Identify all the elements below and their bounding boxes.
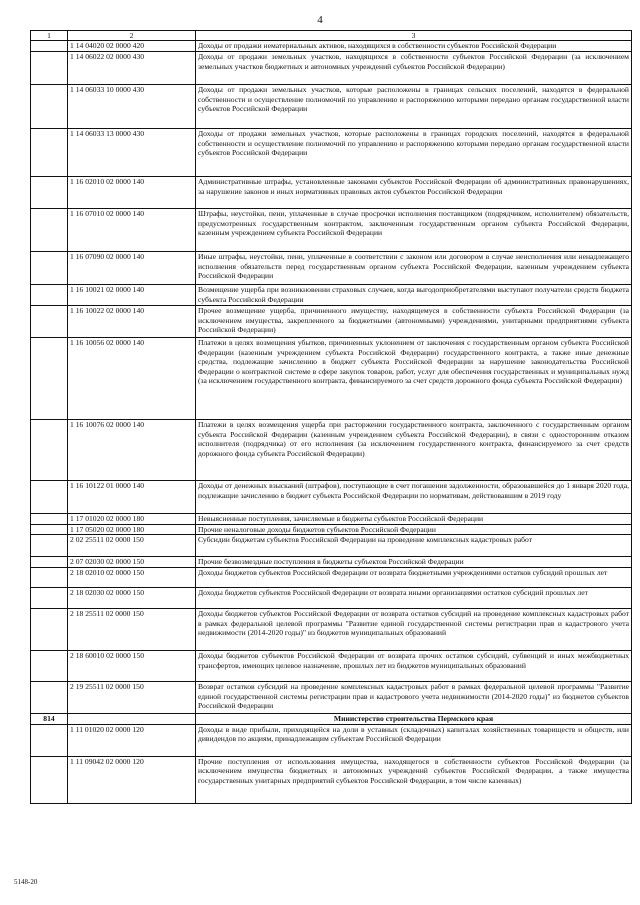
revenue-description: Доходы бюджетов субъектов Российской Федерации от возврата остатков субсидий на проведение комплексных кадастровых работ в рамках федеральной целевой программы "Развитие единой государственной системы регистрации прав и кадастрового учета недвижимости (2014-2020 годы)" из бюджетов муниципальных образований [196,609,632,651]
cell-col1 [31,252,68,285]
revenue-description: Субсидии бюджетам субъектов Российской Федерации на проведение комплексных кадастровых работ [196,535,632,557]
cell-col1 [31,651,68,682]
table-row [31,481,632,514]
cell-col1 [31,524,68,535]
table-row [31,129,632,177]
revenue-description: Доходы бюджетов субъектов Российской Федерации от возврата прочих остатков субсидий, субвенций и иных межбюджетных трансфертов, имеющих целевое назначение, прошлых лет из бюджетов муниципальных образований [196,651,632,682]
table-row [31,588,632,609]
table-row [31,85,632,129]
revenue-description: Штрафы, неустойки, пени, уплаченные в случае просрочки исполнения поставщиком (подрядчиком, исполнителем) обязательств, предусмотренных государственным контрактом, заключенным государственным органом субъекта Российской Федерации, казенным учреждением субъекта Российской Федерации [196,209,632,252]
revenue-description: Доходы от продажи земельных участков, которые расположены в границах сельских поселений, находятся в федеральной собственности и осуществление полномочий по управлению и распоряжению которыми передано органам государственной власти субъектов Российской Федерации [196,85,632,129]
cell-col1 [31,209,68,252]
revenue-description: Платежи в целях возмещения убытков, причиненных уклонением от заключения с государственным органом субъекта Российской Федерации (казенным учреждением субъекта Российской Федерации) государственного контракта, а также иные денежные средства, подлежащие зачислению в бюджет субъекта Российской Федерации за нарушение законодательства Российской Федерации о контрактной системе в сфере закупок товаров, работ, услуг для обеспечения государственных и муниципальных нужд (за исключением государственного контракта, финансируемого за счет средств дорожного фонда субъекта Российской Федерации) [196,338,632,420]
cell-col1 [31,285,68,306]
revenue-code: 2 18 25511 02 0000 150 [68,609,196,651]
table-row [31,682,632,714]
revenue-description: Возмещение ущерба при возникновении страховых случаев, когда выгодоприобретателями выступают получатели средств бюджета субъекта Российской Федерации [196,285,632,306]
department-name: Министерство строительства Пермского края [196,714,632,725]
table-row [31,651,632,682]
revenue-code: 1 14 06033 10 0000 430 [68,85,196,129]
revenue-description: Невыясненные поступления, зачисляемые в бюджеты субъектов Российской Федерации [196,514,632,525]
revenue-code: 1 16 02010 02 0000 140 [68,177,196,209]
table-row [31,177,632,209]
table-row [31,252,632,285]
cell-col1 [31,420,68,481]
cell-col1 [31,129,68,177]
revenue-code [68,714,196,725]
department-code: 814 [31,714,68,725]
revenue-code: 1 16 10122 01 0000 140 [68,481,196,514]
revenue-code: 1 16 07010 02 0000 140 [68,209,196,252]
cell-col1 [31,52,68,85]
revenue-code: 1 16 10021 02 0000 140 [68,285,196,306]
cell-col1 [31,306,68,338]
cell-col1 [31,609,68,651]
cell-col1 [31,481,68,514]
cell-col1 [31,568,68,588]
document-footer-code: 5148-20 [14,878,38,886]
table-row [31,285,632,306]
table-row [31,756,632,803]
table-row [31,52,632,85]
revenue-description: Возврат остатков субсидий на проведение комплексных кадастровых работ в рамках федеральной целевой программы "Развитие единой государственной системы регистрации прав и кадастрового учета недвижимости (2014-2020 годы)" из бюджетов субъектов Российской Федерации [196,682,632,714]
column-header-3: 3 [196,31,632,41]
cell-col1 [31,756,68,803]
revenue-description: Административные штрафы, установленные законами субъектов Российской Федерации об административных правонарушениях, за нарушение законов и иных нормативных правовых актов субъектов Российской Федерации [196,177,632,209]
table-row [31,41,632,52]
cell-col1 [31,724,68,756]
cell-col1 [31,588,68,609]
table-header-row [31,31,632,41]
table-row [31,306,632,338]
revenue-description: Иные штрафы, неустойки, пени, уплаченные в соответствии с законом или договором в случае неисполнения или ненадлежащего исполнения обязательств перед государственным органом субъекта Российской Федерации, казенным учреждением субъекта Российской Федерации [196,252,632,285]
revenue-code: 1 17 05020 02 0000 180 [68,524,196,535]
revenue-description: Доходы от продажи земельных участков, находящихся в собственности субъектов Российской Федерации (за исключением земельных участков бюджетных и автономных учреждений субъектов Российской Федерации) [196,52,632,85]
revenue-description: Доходы от продажи нематериальных активов, находящихся в собственности субъектов Российской Федерации [196,41,632,52]
revenue-description: Прочие поступления от использования имущества, находящегося в собственности субъектов Российской Федерации (за исключением имущества бюджетных и автономных учреждений субъектов Российской Федерации, а также имущества государственных унитарных предприятий субъектов Российской Федерации, в том числе казенных) [196,756,632,803]
revenue-description: Прочие безвозмездные поступления в бюджеты субъектов Российской Федерации [196,557,632,568]
section-header-row [31,714,632,725]
revenue-code: 1 14 04020 02 0000 420 [68,41,196,52]
revenue-description: Прочее возмещение ущерба, причиненного имуществу, находящемуся в собственности субъекта Российской Федерации (за исключением имущества, закрепленного за бюджетными (автономными) учреждениями, унитарными предприятиями субъекта Российской Федерации) [196,306,632,338]
table-row [31,609,632,651]
revenue-codes-table [30,30,632,804]
cell-col1 [31,682,68,714]
revenue-code: 1 16 10022 02 0000 140 [68,306,196,338]
revenue-description: Прочие неналоговые доходы бюджетов субъектов Российской Федерации [196,524,632,535]
revenue-code: 2 18 60010 02 0000 150 [68,651,196,682]
table-body [31,41,632,804]
table-row [31,420,632,481]
table-row [31,568,632,588]
table-row [31,557,632,568]
page-number: 4 [317,14,323,26]
revenue-code: 2 18 02030 02 0000 150 [68,588,196,609]
revenue-code: 1 16 10076 02 0000 140 [68,420,196,481]
cell-col1 [31,514,68,525]
revenue-code: 2 07 02030 02 0000 150 [68,557,196,568]
revenue-description: Платежи в целях возмещения ущерба при расторжении государственного контракта, заключенного с государственным органом субъекта Российской Федерации (казенным учреждением субъекта Российской Федерации), в связи с односторонним отказом исполнителя (подрядчика) от его исполнения (за исключением государственного контракта, финансируемого за счет средств дорожного фонда субъекта Российской Федерации) [196,420,632,481]
revenue-code: 1 11 09042 02 0000 120 [68,756,196,803]
cell-col1 [31,338,68,420]
cell-col1 [31,557,68,568]
revenue-code: 1 14 06022 02 0000 430 [68,52,196,85]
revenue-code: 2 18 02010 02 0000 150 [68,568,196,588]
revenue-code: 2 19 25511 02 0000 150 [68,682,196,714]
revenue-description: Доходы бюджетов субъектов Российской Федерации от возврата бюджетными учреждениями остатков субсидий прошлых лет [196,568,632,588]
revenue-description: Доходы в виде прибыли, приходящейся на доли в уставных (складочных) капиталах хозяйственных товариществ и обществ, или дивидендов по акциям, принадлежащим субъектам Российской Федерации [196,724,632,756]
revenue-code: 2 02 25511 02 0000 150 [68,535,196,557]
table-row [31,524,632,535]
revenue-code: 1 16 07090 02 0000 140 [68,252,196,285]
cell-col1 [31,177,68,209]
revenue-code: 1 16 10056 02 0000 140 [68,338,196,420]
cell-col1 [31,41,68,52]
revenue-description: Доходы от продажи земельных участков, которые расположены в границах городских поселений, находятся в федеральной собственности и осуществление полномочий по управлению и распоряжению которыми передано органам государственной власти субъектов Российской Федерации [196,129,632,177]
table-row [31,535,632,557]
table-row [31,724,632,756]
table-row [31,338,632,420]
column-header-1: 1 [31,31,68,41]
table-row [31,209,632,252]
table-row [31,514,632,525]
revenue-code: 1 11 01020 02 0000 120 [68,724,196,756]
cell-col1 [31,85,68,129]
revenue-code: 1 14 06033 13 0000 430 [68,129,196,177]
revenue-code: 1 17 01020 02 0000 180 [68,514,196,525]
revenue-description: Доходы бюджетов субъектов Российской Федерации от возврата иными организациями остатков субсидий прошлых лет [196,588,632,609]
revenue-description: Доходы от денежных взысканий (штрафов), поступающие в счет погашения задолженности, образовавшейся до 1 января 2020 года, подлежащие зачислению в бюджет субъекта Российской Федерации по нормативам, действовавшим в 2019 году [196,481,632,514]
column-header-2: 2 [68,31,196,41]
cell-col1 [31,535,68,557]
